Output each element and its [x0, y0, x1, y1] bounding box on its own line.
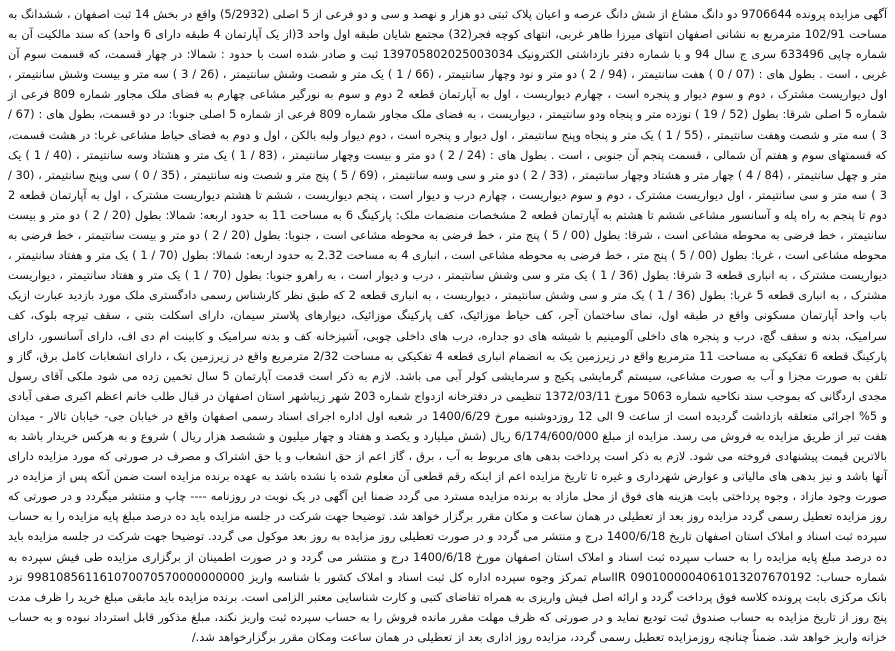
auction-notice-body: آگهی مزایده پرونده 9706644 دو دانگ مشاع از شش دانگ عرصه و اعیان پلاک ثبتی دو هزار و نهصد و سی و دو فرعی از 5 اصلی (5/2932) واقع در بخش 14 ثبت اصفهان ، ششدانگ به مساحت 102/91 مترمربع به نشانی اصفهان انتهای میرزا طاهر غربی، انتهای کوچه فجر(32) مجتمع شایان طبقه اول واحد 3(از یک آپارتمان 4 طبقه دارای 6 واحد) که سند مالکیت آن به شماره چاپی 633496 سری ج سال 94 و با شماره دفتر بازداشتی الکترونیک 139705802025003034 ثبت و صادر شده است با حدود : شمالا: در چهار قسمت، که قسمت سوم آن غربی ، است . بطول های : (07 / 0 ) هفت سانتیمتر ، (94 / 2 ) دو متر و نود وچهار سانتیمتر ، (66 / 1 ) یک متر و شصت وشش سانتیمتر ، (26 / 3 ) سه متر و بیست وشش سانتیمتر ، اول دیواریست مشترک ، دوم و سوم دیوار و پنجره است ، چهارم دیواریست ، اول به آپارتمان قطعه 2 دوم و سوم به نورگیر مشاعی چهارم به فضای ملک مجاور شماره 809 فرعی از شماره 5 اصلی شرقا: بطول (52 / 19 ) نوزده متر و پنجاه ودو سانتیمتر ، دیواریست ، به فضای ملک مجاور شماره 809 فرعی از شماره 5 اصلی جنوبا: در دو قسمت، بطول های : (67 / 3 ) سه متر و شصت وهفت سانتیمتر ، (55 / 1 ) یک متر و پنجاه وپنج سانتیمتر ، اول دیوار و پنجره است ، دوم دیوار ولبه بالکن ، اول و دوم به فضای حیاط مشاعی غربا: در هشت قسمت، که قسمتهای سوم و هفتم آن شمالی ، قسمت پنجم آن جنوبی ، است . بطول های : (24 / 2 ) دو متر و بیست وچهار سانتیمتر ، (83 / 1 ) یک متر و هشتاد وسه سانتیمتر ، (40 / 1 ) یک متر و چهل سانتیمتر ، (84 / 4 ) چهار متر و هشتاد وچهار سانتیمتر ، (33 / 2 ) دو متر و سی وسه سانتیمتر ، (69 / 5 ) پنج متر و شصت ونه سانتیمتر ، (35 / 0 ) سی وپنج سانتیمتر ، (30 / 3 ) سه متر و سی سانتیمتر ، اول دیواریست مشترک ، دوم و سوم دیواریست ، چهارم درب و دیوار است ، پنجم دیواریست ، ششم تا هشتم دیواریست مشترک ، اول به آپارتمان قطعه 2 دوم تا پنجم به راه پله و آسانسور مشاعی ششم تا هشتم به آپارتمان قطعه 2 مشخصات منضمات ملک: پارکینگ 6 به مساحت 11 به حدود اربعه: شمالا: بطول (20 / 2 ) دو متر و بیست سانتیمتر ، خط فرضی به محوطه مشاعی است ، شرقا: بطول (00 / 5 ) پنج متر ، خط فرضی به محوطه مشاعی است ، جنوبا: بطول (20 / 2 ) دو متر و بیست سانتیمتر ، خط فرضی به محوطه مشاعی است ، غربا: بطول (00 / 5 ) پنج متر ، خط فرضی به محوطه مشاعی است ، انباری 4 به مساحت 2.32 به حدود اربعه: شمالا: بطول (70 / 1 ) یک متر و هفتاد سانتیمتر ، دیواریست مشترک ، به انباری قطعه 3 شرقا: بطول (36 / 1 ) یک متر و سی وشش سانتیمتر ، درب و دیوار است ، به راهرو جنوبا: بطول (70 / 1 ) یک متر و هفتاد سانتیمتر ، دیواریست مشترک ، به انباری قطعه 5 غربا: بطول (36 / 1 ) یک متر و سی وشش سانتیمتر ، دیواریست ، به انباری قطعه 2 که طبق نظر کارشناس رسمی دادگستری ملک مورد بازدید عبارت ازیک باب واحد آپارتمان مسکونی واقع در طبقه اول، نمای ساختمان آجر، کف حیاط موزائیک، کف پارکینگ موزائیک، دیوارهای پلاستر سیمان، دارای اسکلت بتنی ، سقف تیرچه بلوک، کف سرامیک، بدنه و سقف گچ، درب و پنجره های داخلی آلومینیم با شیشه های دو جداره، درب های داخلی چوبی، آشپزخانه کف و بدنه سرامیک و کابینت ام دی اف، دارای آسانسور، دارای پارکینگ قطعه 6 تفکیکی به مساحت 11 مترمربع واقع در زیرزمین یک به انضمام انباری قطعه 4 تفکیکی به مساحت 2/32 مترمربع واقع در زیرزمین یک ، دارای انشعابات کامل برق، گاز و تلفن به صورت مجزا و آب به صورت مشاعی، سیستم گرمایشی پکیج و سرمایشی کولر آبی می باشد. لازم به ذکر است قدمت آپارتمان 5 سال تخمین زده می شود ملکی آقای رسول مجدی اردگانی که بموجب سند نکاحیه شماره 5063 مورخ 1372/03/11 تنظیمی در دفترخانه ازدواج شماره 203 شهر زیباشهر استان اصفهان در قبال طلب خانم اعظم اکبری صفی آبادی و 5% اجرائی متعلقه بازداشت گردیده است از ساعت 9 الی 12 روزدوشنبه مورخ 1400/6/29 در شعبه اول اداره اجرای اسناد رسمی اصفهان واقع در خیابان جی- خیابان تالار - میدان هفت تیر از طریق مزایده به فروش می رسد. مزایده از مبلغ 6/174/600/000 ریال (شش میلیارد و یکصد و هفتاد و چهار میلیون و ششصد هزار ریال ) شروع و به هرکس خریدار باشد به بالاترین قیمت پیشنهادی فروخته می شود. لازم به ذکر است پرداخت بدهی های مربوط به آب ، برق ، گاز اعم از حق انشعاب و یا حق اشتراک و مصرف در صورتی که مورد مزایده دارای آنها باشد و نیز بدهی های مالیاتی و عوارض شهرداری و غیره تا تاریخ مزایده اعم از اینکه رقم قطعی آن معلوم شده یا نشده باشد به عهده برنده مزایده است ضمن آنکه پس از مزایده در صورت وجود مازاد ، وجوه پرداختی بابت هزینه های فوق از محل مازاد به برنده مزایده مسترد می گردد ضمنا این آگهی در یک نوبت در روزنامه ---- چاپ و منتشر میگردد و در صورتی که روز مزایده تعطیل رسمی گردد مزایده روز بعد از تعطیلی در همان ساعت و مکان مقرر برگزار خواهد شد. توضیحا جهت شرکت در جلسه مزایده باید ده درصد مبلغ پایه مزایده را به حساب سپرده ثبت اسناد و املاک استان اصفهان تاریخ 1400/6/18 درج و منتشر می گردد و در صورت تعطیلی روز مزایده به روز بعد موکول می گردد. توضیحا جهت شرکت در جلسه مزایده باید ده درصد مبلغ پایه مزایده را به حساب سپرده ثبت اسناد و املاک استان اصفهان مورخ 1400/6/18 درج و منتشر می گردد و در صورت اطمینان از برگزاری مزایده طی فیش سپرده به شماره حساب: 0901000004061013207670192 IRاسام تمرکز وجوه سپرده اداره کل ثبت اسناد و املاک کشور با شناسه واریز 998108561161070070570000000000 نزد بانک مرکزی بابت پرونده کلاسه فوق پرداخت گردد و ارائه اصل فیش واریزی به همراه تقاضای کتبی و کارت شناسایی معتبر الزامی است. برنده مزایده باید مابقی مبلغ خرید را ظرف مدت پنج روز از تاریخ مزایده به حساب صندوق ثبت تودیع نماید و در صورتی که ظرف مهلت مقرر مانده فروش را به حساب سپرده ثبت واریز نکند، مبلغ مذکور قابل استرداد نبوده و به حساب خزانه واریز خواهد شد. ضمناً چنانچه روزمزایده تعطیل رسمی گردد، مزایده روز اداری بعد از تعطیلی در همان ساعت ومکان مقرر برگزارخواهد شد./ — [8, 7, 888, 644]
